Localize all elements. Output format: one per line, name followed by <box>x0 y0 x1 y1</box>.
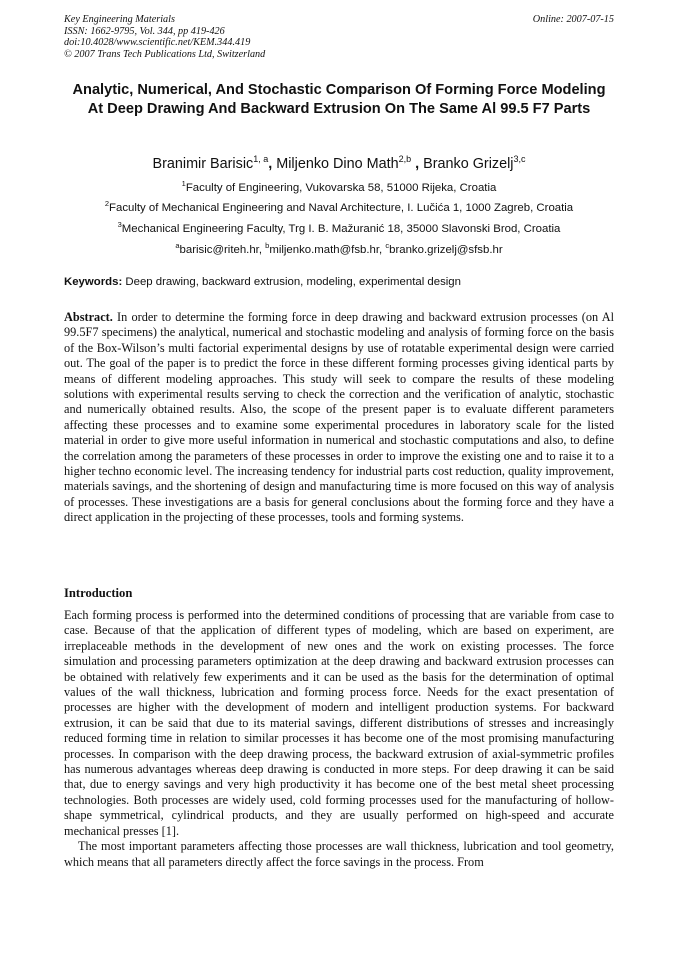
email-link[interactable]: miljenko.math@fsb.hr, <box>269 244 386 256</box>
author-name: Miljenko Dino Math <box>276 156 399 172</box>
affiliation-2 <box>0 197 678 215</box>
abstract <box>64 310 614 526</box>
email-link[interactable]: barisic@riteh.hr, <box>179 244 266 256</box>
email-marker: b <box>265 241 270 250</box>
journal-doi: doi:10.4028/www.scientific.net/KEM.344.419 <box>64 37 251 49</box>
keywords <box>64 276 461 288</box>
journal-header <box>64 14 265 60</box>
journal-issn: ISSN: 1662-9795, Vol. 344, pp 419-426 <box>64 25 225 37</box>
author-name: Branko Grizelj <box>423 156 514 172</box>
author-affiliation-marker: 3,c <box>513 154 526 164</box>
affiliation-marker: 3 <box>117 220 122 229</box>
author-name: Branimir Barisic <box>152 156 254 172</box>
affiliation-3 <box>0 218 678 236</box>
keywords-label: Keywords: <box>64 276 123 288</box>
author-affiliation-marker: 2,b <box>398 154 412 164</box>
journal-copyright: © 2007 Trans Tech Publications Ltd, Switzerland <box>64 48 266 60</box>
author-affiliation-marker: 1, a <box>253 154 269 164</box>
introduction-body <box>64 608 614 870</box>
abstract-label: Abstract. <box>64 310 113 324</box>
affiliation-marker: 1 <box>181 179 186 188</box>
paper-title: Analytic, Numerical, And Stochastic Comparison Of Forming Force Modeling At Deep Drawing And Backward Extrusion On The Same Al 99.5 F7 Parts <box>72 82 606 117</box>
email-marker: a <box>175 241 180 250</box>
affiliation-text: Mechanical Engineering Faculty, Trg I. B. Mažuranić 18, 35000 Slavonski Brod, Croatia <box>121 223 561 235</box>
keywords-text: Deep drawing, backward extrusion, modeling, experimental design <box>125 276 461 288</box>
email-marker: c <box>385 241 390 250</box>
online-date: Online: 2007-07-15 <box>532 14 614 25</box>
email-addresses <box>0 239 678 257</box>
paragraph: The most important parameters affecting those processes are wall thickness, lubrication and tool geometry, which means that all parameters directly affect the force savings in the process. From <box>64 839 614 869</box>
journal-name: Key Engineering Materials <box>64 14 175 25</box>
paragraph: Each forming process is performed into the determined conditions of processing that are variable from case to case. Because of that the application of different types of modeling, which are based on experiment, are irreplaceable methods in the development of new ones and the work on existing processes. The force simulation and processing parameters optimization at the deep drawing and backward extrusion processes can be obtained with relatively few experiments and it can be used as the basis for the determination of optimal values of the wall thickness, lubrication and forming process force. Needs for the exact presentation of processes are higher with the development of modern and intelligent production systems. For backward extrusion, it can be said that due to its material savings, different distributions of stresses and increasingly reduced forming time in relation to similar processes it has become one of the most promising manufacturing processes. In comparison with the deep drawing process, the backward extrusion of axial-symmetric profiles has numerous advantages whereas deep drawing is conducted in more steps. For deep drawing it can be said that, due to energy savings and very high productivity it has become one of the best metal sheet processing technologies. Both processes are widely used, cold forming processes used for the manufacturing of hollow-shape symmetrical, cylindrical products, and they are usually performed on high-speed and accurate mechanical presses [1]. <box>64 608 614 838</box>
affiliation-1 <box>0 177 678 195</box>
abstract-text: In order to determine the forming force in deep drawing and backward extrusion processes (on Al 99.5F7 specimens) the analytical, numerical and stochastic modeling and analysis of forming force on the basis of the Box-Wilson’s multi factorial experimental designs by use of rotatable experimental design were carried out. The goal of the paper is to predict the force in these different forming processes giving identical parts by means of different modeling approaches. This study will seek to compare the results of these modeling solutions with experimental results serving to check the correction and the verification of analytic, stochastic and numerically obtained results. Also, the scope of the present paper is to evaluate different parameters affecting these processes and to examine some experimental procedures in laboratory scale for the listed material in order to give more useful information in numerical and stochastic computations and also, to define the correlation among the parameters of these processes in order to improve the existing one and to raise it to a higher techno economic level. The increasing tendency for industrial parts cost reduction, quality improvement, materials savings, and the shortening of design and manufacturing time is more focused on this way of analysis of processes. These investigations are a basis for general conclusions about the forming force and they have a direct application in the projecting of these processes, tools and forming systems. <box>64 310 614 525</box>
author-list: Branimir Barisic$^{1, a}$, Miljenko Dino Math$^{2,b}$ , Branko Grizelj$^{3,c}$ <box>152 154 526 172</box>
section-heading-introduction: Introduction <box>64 586 133 600</box>
affiliation-text: Faculty of Engineering, Vukovarska 58, 51000 Rijeka, Croatia <box>185 182 497 194</box>
email-link[interactable]: branko.grizelj@sfsb.hr <box>389 244 503 256</box>
affiliation-text: Faculty of Mechanical Engineering and Naval Architecture, I. Lučića 1, 1000 Zagreb, Croatia <box>109 202 574 214</box>
affiliation-marker: 2 <box>104 199 110 208</box>
